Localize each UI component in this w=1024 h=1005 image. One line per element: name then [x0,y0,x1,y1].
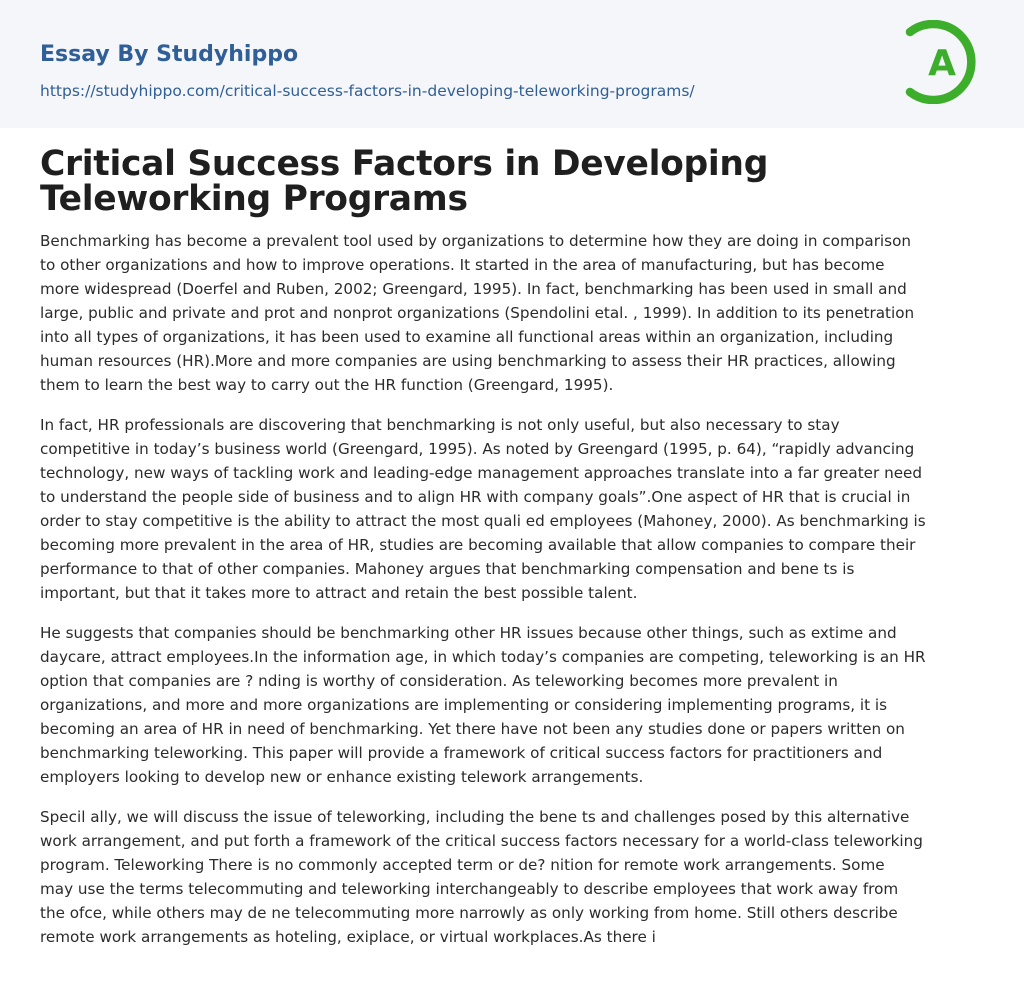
paragraph-line: more widespread (Doerfel and Ruben, 2002; Greengard, 1995). In fact, benchmarking has been used in small and [40,280,907,298]
paragraph-line: Benchmarking has become a prevalent tool used by organizations to determine how they are doing in comparison [40,232,911,250]
paragraph-line: option that companies are ? nding is worthy of consideration. As teleworking becomes more prevalent in [40,672,838,690]
essay-paragraph [40,413,984,605]
paragraph-line: may use the terms telecommuting and teleworking interchangeably to describe employees that work away from [40,880,899,898]
paragraph-line: into all types of organizations, it has been used to examine all functional areas within an organization, including [40,328,894,346]
paragraph-line: work arrangement, and put forth a framework of the critical success factors necessary for a world-class teleworking [40,832,923,850]
site-header [0,0,1024,128]
site-title[interactable]: Essay By Studyhippo [40,42,299,67]
logo-letter: A [928,43,956,84]
paragraph-line: to understand the people side of business and to align HR with company goals”.One aspect of HR that is crucial in [40,488,911,506]
essay-main [0,128,1024,949]
paragraph-line: to other organizations and how to improve operations. It started in the area of manufacturing, but has become [40,256,885,274]
paragraph-line: He suggests that companies should be benchmarking other HR issues because other things, such as extime and [40,624,897,642]
paragraph-line: the ofce, while others may de ne telecommuting more narrowly as only working from home. Still others describe [40,904,898,922]
essay-paragraph [40,229,984,397]
paragraph-line: them to learn the best way to carry out the HR function (Greengard, 1995). [40,376,614,394]
paragraph-line: Specil ally, we will discuss the issue of teleworking, including the bene ts and challenges posed by this alternative [40,808,910,826]
paragraph-line: competitive in today’s business world (Greengard, 1995). As noted by Greengard (1995, p. 64), “rapidly advancing [40,440,915,458]
paragraph-line: remote work arrangements as hoteling, exiplace, or virtual workplaces.As there i [40,928,656,946]
paragraph-line: program. Teleworking There is no commonly accepted term or de? nition for remote work arrangements. Some [40,856,885,874]
paragraph-line: employers looking to develop new or enhance existing telework arrangements. [40,768,644,786]
paragraph-line: becoming more prevalent in the area of HR, studies are becoming available that allow companies to compare their [40,536,916,554]
paragraph-line: organizations, and more and more organizations are implementing or considering implementing programs, it is [40,696,888,714]
essay-title [40,144,984,219]
essay-paragraph [40,805,984,949]
paragraph-line: human resources (HR).More and more companies are using benchmarking to assess their HR practices, allowing [40,352,896,370]
paragraph-line: technology, new ways of tackling work and leading-edge management approaches translate into a far greater need [40,464,923,482]
paragraph-line: performance to that of other companies. Mahoney argues that benchmarking compensation and bene ts is [40,560,855,578]
paragraph-line: order to stay competitive is the ability to attract the most quali ed employees (Mahoney, 2000). As benchmarking is [40,512,926,530]
paragraph-line: becoming an area of HR in need of benchmarking. Yet there have not been any studies done or papers written on [40,720,905,738]
paragraph-line: important, but that it takes more to attract and retain the best possible talent. [40,584,638,602]
paragraph-line: daycare, attract employees.In the information age, in which today’s companies are competing, teleworking is an HR [40,648,926,666]
essay-title-line: Teleworking Programs [40,179,468,219]
essay-title-line: Critical Success Factors in Developing [40,144,769,184]
essay-url-link[interactable]: https://studyhippo.com/critical-success-factors-in-developing-teleworking-programs/ [40,82,695,100]
essay-body [40,229,984,949]
circle-a-logo-icon[interactable] [900,20,984,104]
paragraph-line: In fact, HR professionals are discovering that benchmarking is not only useful, but also necessary to stay [40,416,840,434]
essay-paragraph [40,621,984,789]
paragraph-line: benchmarking teleworking. This paper will provide a framework of critical success factors for practitioners and [40,744,883,762]
paragraph-line: large, public and private and prot and nonprot organizations (Spendolini etal. , 1999). In addition to its penetration [40,304,915,322]
